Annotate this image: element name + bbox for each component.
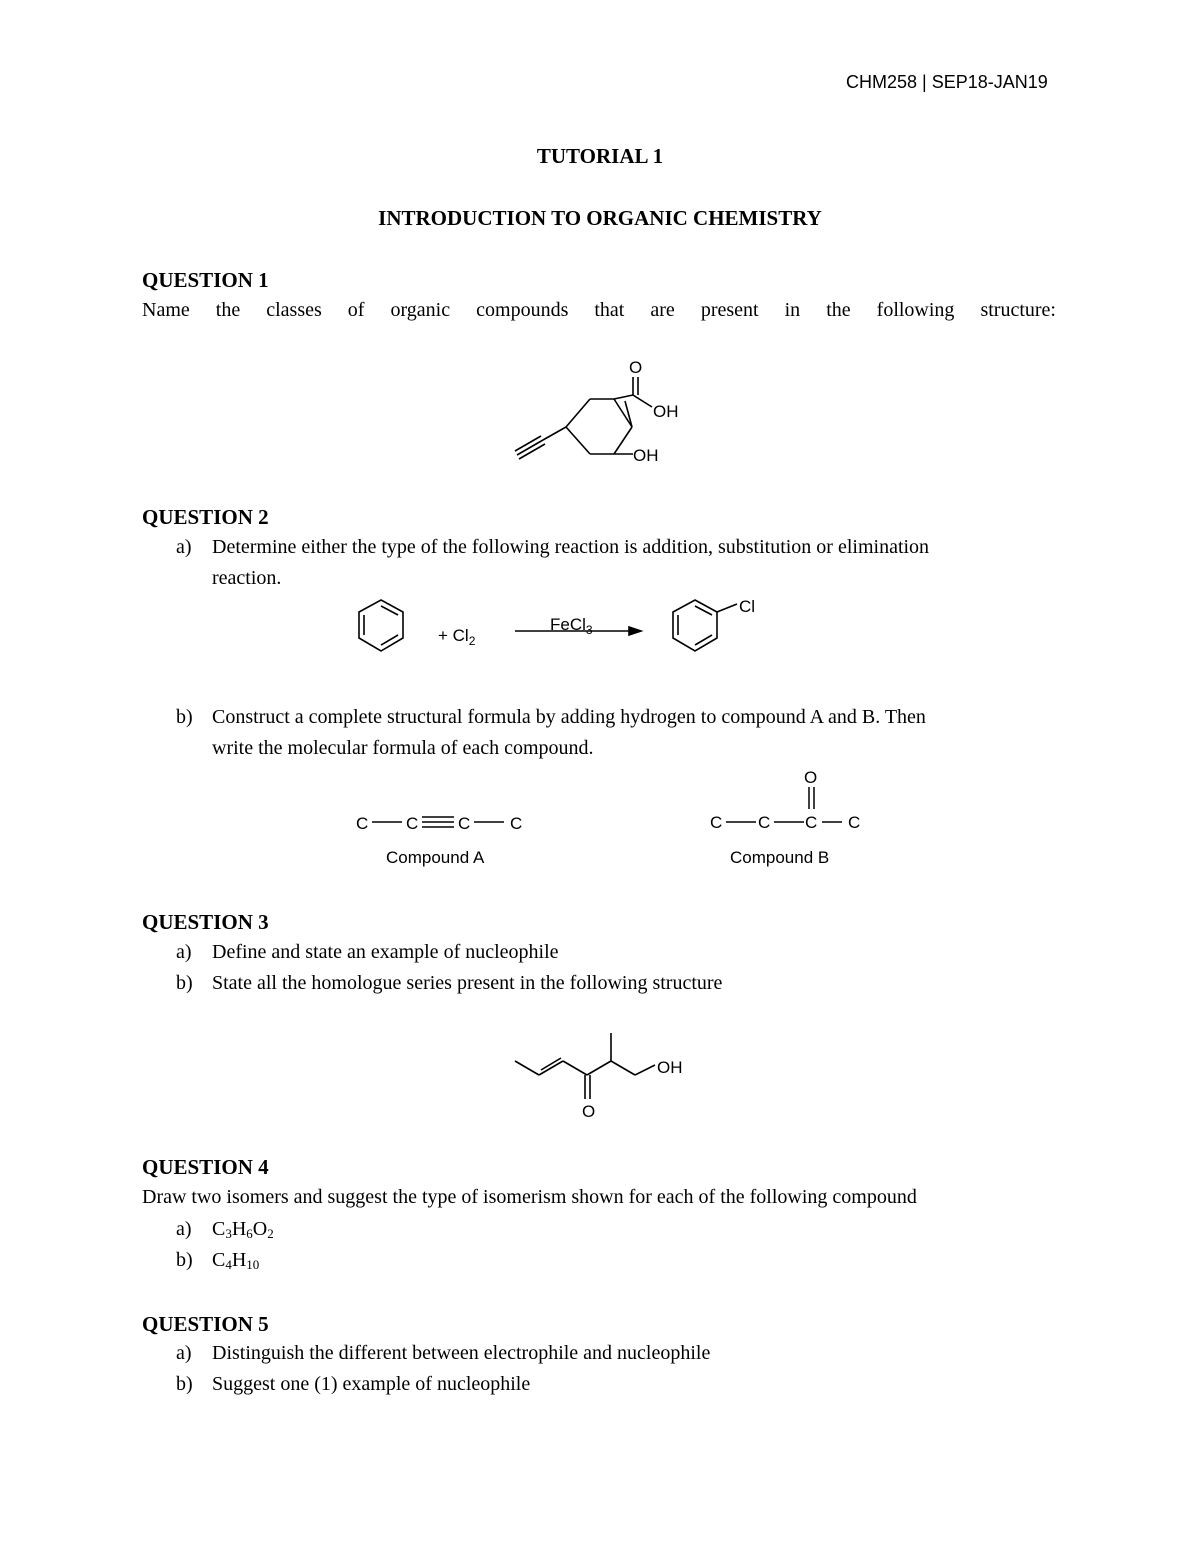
q4-part-a xyxy=(176,1218,274,1242)
page-title: TUTORIAL 1 xyxy=(536,144,664,168)
compound-b-caption: Compound B xyxy=(730,848,830,867)
q4-part-b xyxy=(176,1249,259,1273)
bond xyxy=(614,395,633,399)
q4-a-formula: $C_3H_6O_2$ xyxy=(212,1218,274,1241)
q5-b-label: b) xyxy=(176,1373,193,1395)
atom-o: O xyxy=(804,768,818,787)
q5-part-a xyxy=(176,1342,710,1365)
bond xyxy=(543,427,566,440)
question-4-heading: QUESTION 4 xyxy=(142,1155,269,1179)
arrow-head xyxy=(629,627,641,635)
question-3-heading: QUESTION 3 xyxy=(142,910,269,934)
q3-part-b xyxy=(176,972,722,995)
page-header: CHM258 | SEP18-JAN19 xyxy=(846,72,1048,92)
q2-part-b xyxy=(176,706,926,729)
benzene-ring xyxy=(673,600,717,651)
q2-a-label: a) xyxy=(176,536,192,558)
bond xyxy=(515,1061,539,1075)
compound-a-structure xyxy=(350,805,535,837)
q1-oh-top-label: OH xyxy=(653,402,679,421)
q5-a-text: Distinguish the different between electrophile and nucleophile xyxy=(212,1342,711,1364)
bond xyxy=(563,1061,587,1075)
bond xyxy=(611,1061,635,1075)
q3-o-label: O xyxy=(582,1102,596,1120)
aromatic-bond xyxy=(381,635,398,645)
q2-reaction xyxy=(345,590,785,670)
q4-b-label: b) xyxy=(176,1249,193,1271)
q3-a-label: a) xyxy=(176,941,192,963)
atom-c: C xyxy=(848,813,861,832)
atom-c: C xyxy=(805,813,818,832)
plus-cl2-label: + $Cl_2$ xyxy=(438,626,476,648)
question-1-heading: QUESTION 1 xyxy=(142,268,269,292)
q3-part-a xyxy=(176,941,559,964)
q2-b-label: b) xyxy=(176,706,193,728)
q5-a-label: a) xyxy=(176,1342,192,1364)
ring-bond xyxy=(566,427,590,454)
q3-oh-label: OH xyxy=(657,1058,683,1077)
bond xyxy=(635,1065,655,1075)
cl-label: Cl xyxy=(739,597,756,616)
bond xyxy=(587,1061,611,1075)
question-1-text: Name the classes of organic compounds that are present in the following structure: xyxy=(142,299,1056,321)
question-5-heading: QUESTION 5 xyxy=(142,1312,269,1336)
bond xyxy=(717,604,737,612)
q3-structure xyxy=(505,1025,705,1120)
q2-part-a xyxy=(176,536,929,559)
bond xyxy=(633,395,652,407)
page-subtitle: INTRODUCTION TO ORGANIC CHEMISTRY xyxy=(378,206,822,230)
q4-a-label: a) xyxy=(176,1218,192,1240)
ring-bond xyxy=(614,427,632,454)
compound-b-structure xyxy=(700,765,875,837)
q2-a-line2: reaction. xyxy=(212,567,282,589)
q1-oh-bottom-label: OH xyxy=(633,446,659,465)
atom-c: C xyxy=(356,814,369,833)
bond xyxy=(625,401,632,427)
q3-b-text: State all the homologue series present in the following structure xyxy=(212,972,723,994)
q4-b-formula: $C_4H_{10}$ xyxy=(212,1249,260,1272)
q1-o-label: O xyxy=(629,358,643,377)
q2-a-line1: Determine either the type of the following reaction is addition, substitution or elimination xyxy=(212,536,930,558)
ring-bond xyxy=(566,399,590,427)
q5-part-b xyxy=(176,1373,530,1396)
ring-bond xyxy=(614,399,632,427)
q2-b-line1: Construct a complete structural formula by adding hydrogen to compound A and B. Then xyxy=(212,706,926,728)
atom-c: C xyxy=(406,814,419,833)
question-2-heading: QUESTION 2 xyxy=(142,505,269,529)
aromatic-bond xyxy=(695,635,712,645)
q1-structure xyxy=(505,355,705,475)
q5-b-text: Suggest one (1) example of nucleophile xyxy=(212,1373,531,1395)
atom-c: C xyxy=(710,813,723,832)
compound-a-caption: Compound A xyxy=(386,848,485,867)
q3-b-label: b) xyxy=(176,972,193,994)
q3-a-text: Define and state an example of nucleophile xyxy=(212,941,559,963)
atom-c: C xyxy=(510,814,523,833)
atom-c: C xyxy=(758,813,771,832)
q2-b-line2: write the molecular formula of each compound. xyxy=(212,737,594,759)
question-4-text: Draw two isomers and suggest the type of isomerism shown for each of the following compound xyxy=(142,1186,917,1208)
benzene-ring xyxy=(359,600,403,651)
catalyst-label: FeCl$_3$ xyxy=(550,615,593,637)
atom-c: C xyxy=(458,814,471,833)
